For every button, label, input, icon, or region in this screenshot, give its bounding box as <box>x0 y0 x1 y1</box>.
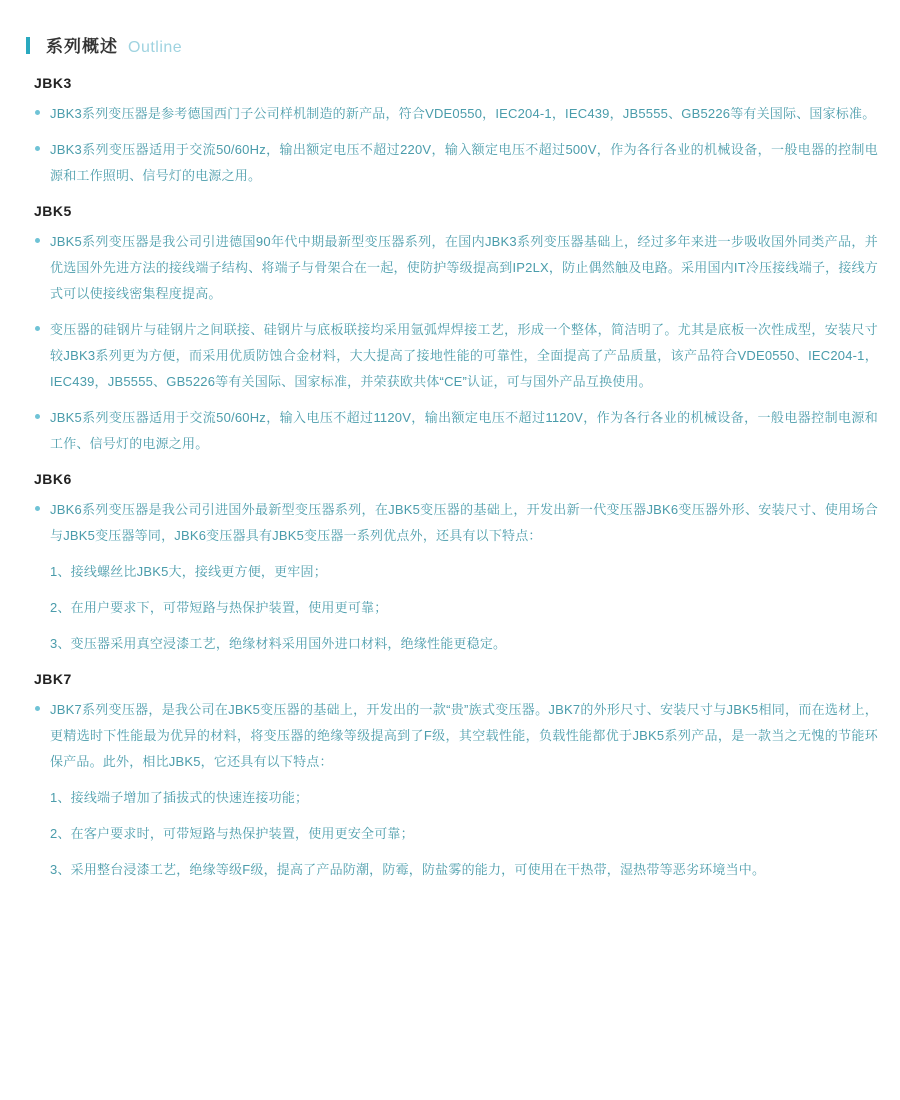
paragraph-text: JBK3系列变压器适用于交流50/60Hz，输出额定电压不超过220V，输入额定电压不超过500V，作为各行各业的机械设备，一般电器的控制电源和工作照明、信号灯的电源之用。 <box>50 142 878 183</box>
bullet-dot-icon <box>35 146 40 151</box>
paragraph-text: 1、接线端子增加了插拔式的快速连接功能； <box>50 790 309 805</box>
numbered-item <box>50 595 878 621</box>
numbered-item <box>50 857 878 883</box>
bullet-item <box>32 137 878 189</box>
numbered-item <box>50 559 878 585</box>
model-heading: JBK5 <box>34 203 72 219</box>
bullet-dot-icon <box>35 706 40 711</box>
paragraph-text: 2、在用户要求下，可带短路与热保护装置，使用更可靠； <box>50 600 388 615</box>
paragraph-text: 3、变压器采用真空浸漆工艺，绝缘材料采用国外进口材料，绝缘性能更稳定。 <box>50 636 507 651</box>
bullet-item <box>32 229 878 307</box>
section-header <box>22 32 878 57</box>
paragraph-text: 变压器的硅钢片与硅钢片之间联接、硅钢片与底板联接均采用氩弧焊焊接工艺，形成一个整体，简洁明了。尤其是底板一次性成型，安装尺寸较JBK3系列更为方便，而采用优质防蚀合金材料，大大提高了接地性能的可靠性，全面提高了产品质量，该产品符合VDE0550、IEC204-1，IEC439，JB5555、GB5226等有关国际、国家标准，并荣获欧共体“CE”认证，可与国外产品互换使用。 <box>50 322 878 389</box>
paragraph-text: JBK7系列变压器，是我公司在JBK5变压器的基础上，开发出的一款“贵”族式变压器。JBK7的外形尺寸、安装尺寸与JBK5相同，而在选材上，更精选时下性能最为优异的材料，将变压器的绝缘等级提高到了F级，其空载性能，负载性能都优于JBK5系列产品，是一款当之无愧的节能环保产品。此外，相比JBK5，它还具有以下特点： <box>50 702 878 769</box>
bullet-item <box>32 497 878 549</box>
bullet-dot-icon <box>35 506 40 511</box>
paragraph-text: 2、在客户要求时，可带短路与热保护装置，使用更安全可靠； <box>50 826 414 841</box>
numbered-item <box>50 631 878 657</box>
paragraph-text: JBK5系列变压器适用于交流50/60Hz，输入电压不超过1120V，输出额定电压不超过1120V，作为各行各业的机械设备，一般电器控制电源和工作、信号灯的电源之用。 <box>50 410 878 451</box>
paragraph-text: 3、采用整台浸漆工艺，绝缘等级F级，提高了产品防潮，防霉，防盐雾的能力，可使用在干热带，湿热带等恶劣环境当中。 <box>50 862 766 877</box>
bullet-dot-icon <box>35 110 40 115</box>
paragraph-text: JBK3系列变压器是参考德国西门子公司样机制造的新产品，符合VDE0550，IEC204-1，IEC439，JB5555、GB5226等有关国际、国家标准。 <box>50 106 876 121</box>
bullet-item <box>32 317 878 395</box>
bullet-item <box>32 101 878 127</box>
accent-bar-icon <box>26 37 30 54</box>
model-group <box>22 471 878 657</box>
paragraph-text: JBK5系列变压器是我公司引进德国90年代中期最新型变压器系列，在国内JBK3系列变压器基础上，经过多年来进一步吸收国外同类产品，并优选国外先进方法的接线端子结构、将端子与骨架合在一起，使防护等级提高到IP2LX，防止偶然触及电路。采用国内IT冷压接线端子，接线方式可以使接线密集程度提高。 <box>50 234 878 301</box>
model-heading: JBK6 <box>34 471 72 487</box>
model-heading: JBK7 <box>34 671 72 687</box>
bullet-item <box>32 697 878 775</box>
bullet-item <box>32 405 878 457</box>
bullet-dot-icon <box>35 326 40 331</box>
bullet-dot-icon <box>35 414 40 419</box>
model-heading: JBK3 <box>34 75 72 91</box>
model-group <box>22 671 878 883</box>
outline-sections <box>22 75 878 883</box>
paragraph-text: JBK6系列变压器是我公司引进国外最新型变压器系列，在JBK5变压器的基础上，开发出新一代变压器JBK6变压器外形、安装尺寸、使用场合与JBK5变压器等同，JBK6变压器具有JBK5变压器一系列优点外，还具有以下特点： <box>50 502 878 543</box>
numbered-item <box>50 821 878 847</box>
model-group <box>22 75 878 189</box>
paragraph-text: 1、接线螺丝比JBK5大，接线更方便，更牢固； <box>50 564 327 579</box>
model-group <box>22 203 878 457</box>
bullet-dot-icon <box>35 238 40 243</box>
page-title: 系列概述 <box>46 37 118 56</box>
page-title-en: Outline <box>128 39 183 56</box>
numbered-item <box>50 785 878 811</box>
